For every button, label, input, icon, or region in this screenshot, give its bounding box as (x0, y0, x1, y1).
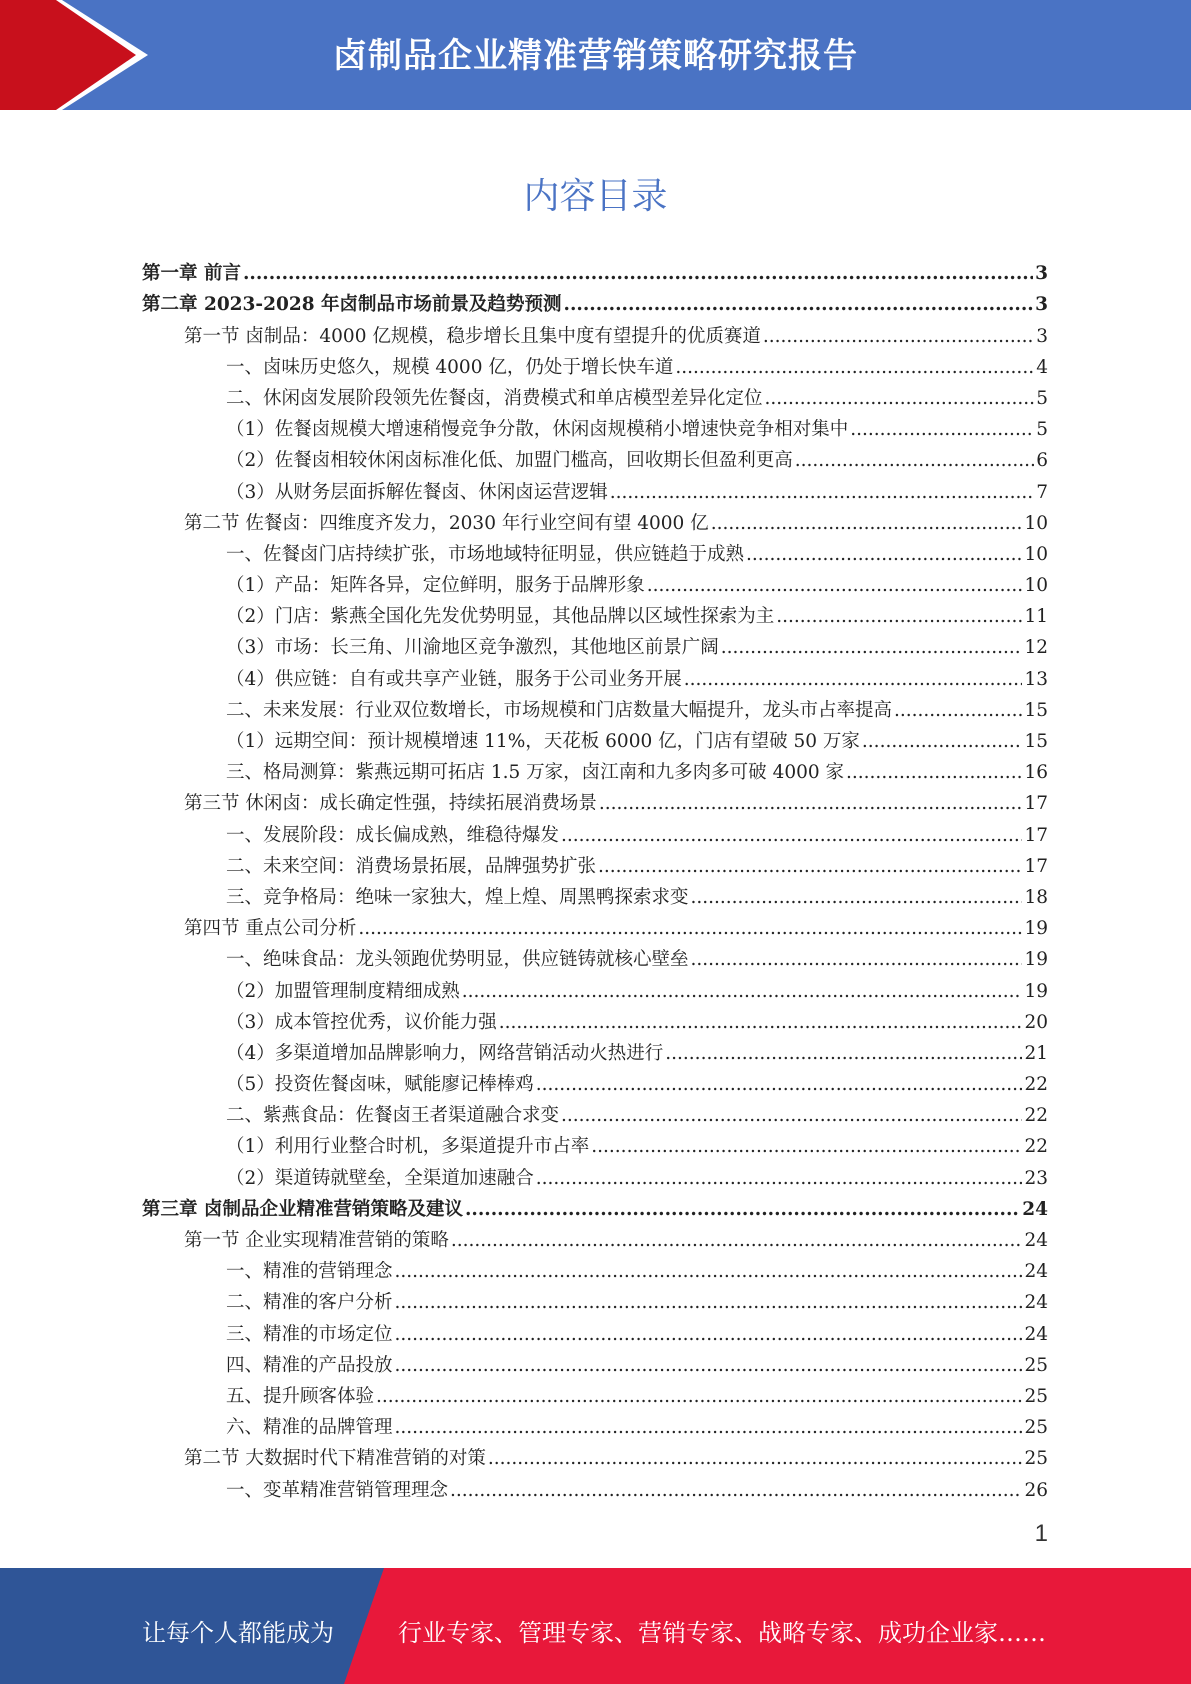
toc-entry[interactable] (142, 379, 1048, 410)
toc-entry-text: （1）利用行业整合时机，多渠道提升市占率 (226, 1136, 590, 1158)
toc-entry-text: 一、发展阶段：成长偏成熟，维稳待爆发 (226, 824, 560, 846)
toc-entry[interactable] (142, 410, 1048, 441)
toc-entry-text: （3）市场：长三角、川渝地区竞争激烈，其他地区前景广阔 (226, 637, 719, 659)
toc-entry-text: 一、变革精准营销管理理念 (226, 1479, 449, 1501)
toc-entry-text: 四、精准的产品投放 (226, 1354, 393, 1376)
toc-page-number: 11 (1024, 606, 1048, 628)
toc-dot-leader (395, 1261, 1023, 1283)
toc-entry-text: （2）佐餐卤相较休闲卤标准化低、加盟门槛高，回收期长但盈利更高 (226, 450, 793, 472)
toc-entry-text: 一、卤味历史悠久，规模 4000 亿，仍处于增长快车道 (226, 356, 674, 378)
toc-dot-leader (536, 1074, 1023, 1096)
toc-page-number: 7 (1036, 481, 1048, 503)
toc-entry-text: 二、休闲卤发展阶段领先佐餐卤，消费模式和单店模型差异化定位 (226, 387, 763, 409)
toc-entry[interactable] (142, 1158, 1048, 1189)
toc-entry[interactable] (142, 254, 1048, 285)
toc-heading: 内容目录 (523, 176, 668, 217)
toc-page-number: 21 (1024, 1042, 1048, 1064)
toc-page-number: 25 (1024, 1448, 1048, 1470)
toc-entry-text: 二、未来空间：消费场景拓展，品牌强势扩张 (226, 855, 597, 877)
toc-entry-text: 第四节 重点公司分析 (184, 918, 357, 940)
toc-entry-text: 二、未来发展：行业双位数增长，市场规模和门店数量大幅提升，龙头市占率提高 (226, 699, 893, 721)
toc-entry-text: 一、绝味食品：龙头领跑优势明显，供应链铸就核心壁垒 (226, 949, 689, 971)
toc-dot-leader (488, 1448, 1023, 1470)
toc-page-number: 19 (1024, 949, 1048, 971)
toc-dot-leader (763, 326, 1034, 348)
toc-page-number: 25 (1024, 1354, 1048, 1376)
toc-dot-leader (561, 825, 1022, 847)
toc-dot-leader (395, 1355, 1023, 1377)
toc-entry-text: 六、精准的品牌管理 (226, 1417, 393, 1439)
toc-page-number: 5 (1036, 419, 1048, 441)
toc-entry-text: （4）供应链：自有或共享产业链，服务于公司业务开展 (226, 668, 682, 690)
toc-page-number: 22 (1024, 1074, 1048, 1096)
toc-entry[interactable] (142, 472, 1048, 503)
report-title: 卤制品企业精准营销策略研究报告 (333, 36, 858, 76)
toc-dot-leader (598, 856, 1022, 878)
toc-entry[interactable] (142, 1470, 1048, 1501)
toc-entry[interactable] (142, 1314, 1048, 1345)
toc-dot-leader (395, 1417, 1023, 1439)
toc-page-number: 15 (1024, 731, 1048, 752)
toc-page-number: 19 (1024, 980, 1048, 1002)
toc-entry-text: 第一节 卤制品：4000 亿规模，稳步增长且集中度有望提升的优质赛道 (184, 325, 761, 347)
toc-entry-text: 第一章 前言 (142, 263, 241, 285)
toc-entry[interactable] (142, 566, 1048, 597)
toc-entry[interactable] (142, 722, 1048, 753)
toc-page-number: 3 (1036, 325, 1048, 347)
toc-page-number: 6 (1036, 450, 1048, 472)
toc-page-number: 17 (1024, 793, 1048, 815)
toc-entry-text: 二、精准的客户分析 (226, 1292, 393, 1314)
toc-entry-text: 第一节 企业实现精准营销的策略 (184, 1230, 449, 1251)
toc-dot-leader (684, 669, 1023, 691)
toc-page-number: 10 (1024, 543, 1048, 565)
toc-entry[interactable] (142, 535, 1048, 566)
toc-entry[interactable] (142, 1377, 1048, 1408)
toc-entry-text: 五、提升顾客体验 (226, 1385, 375, 1407)
toc-entry-text: 三、精准的市场定位 (226, 1323, 393, 1345)
toc-entry-text: 三、竞争格局：绝味一家独大，煌上煌、周黑鸭探索求变 (226, 886, 689, 908)
toc-entry[interactable] (142, 1252, 1048, 1283)
toc-dot-leader (647, 575, 1023, 597)
toc-entry[interactable] (142, 1127, 1048, 1158)
toc-entry[interactable] (142, 1283, 1048, 1314)
toc-page-number: 20 (1024, 1011, 1048, 1033)
toc-entry-text: 第二节 大数据时代下精准营销的对策 (184, 1448, 486, 1470)
toc-dot-leader (846, 762, 1022, 784)
toc-page-number: 16 (1024, 762, 1048, 784)
toc-entry-text: 一、佐餐卤门店持续扩张，市场地域特征明显，供应链趋于成熟 (226, 543, 745, 565)
toc-page-number: 10 (1024, 512, 1048, 534)
toc-dot-leader (721, 637, 1023, 659)
toc-entry-text: （2）加盟管理制度精细成熟 (226, 980, 460, 1002)
toc-dot-leader (395, 1324, 1023, 1346)
toc-entry[interactable] (142, 847, 1048, 878)
toc-entry[interactable] (142, 940, 1048, 971)
toc-entry-text: （1）远期空间：预计规模增速 11%，天花板 6000 亿，门店有望破 50 万家 (226, 731, 860, 752)
toc-dot-leader (462, 981, 1023, 1003)
toc-entry[interactable] (142, 1096, 1048, 1127)
toc-dot-leader (599, 793, 1023, 815)
table-of-contents (142, 254, 1048, 1502)
toc-page-number: 24 (1022, 1198, 1048, 1220)
toc-entry[interactable] (142, 909, 1048, 940)
toc-entry-text: 一、精准的营销理念 (226, 1261, 393, 1283)
toc-entry[interactable] (142, 1221, 1048, 1252)
toc-entry-text: （2）门店：紫燕全国化先发优势明显，其他品牌以区域性探索为主 (226, 606, 775, 628)
toc-page-number: 17 (1024, 824, 1048, 846)
toc-entry[interactable] (142, 1034, 1048, 1065)
toc-dot-leader (691, 949, 1023, 971)
toc-entry-text: 第三章 卤制品企业精准营销策略及建议 (142, 1198, 463, 1220)
toc-dot-leader (675, 357, 1034, 379)
toc-entry-text: 第二节 佐餐卤：四维度齐发力，2030 年行业空间有望 4000 亿 (184, 512, 709, 534)
toc-entry[interactable] (142, 348, 1048, 379)
toc-page-number: 19 (1024, 918, 1048, 940)
toc-entry-text: （3）成本管控优秀，议价能力强 (226, 1011, 497, 1033)
report-footer (0, 1568, 1191, 1684)
toc-dot-leader (564, 294, 1034, 316)
toc-entry[interactable] (142, 753, 1048, 784)
toc-entry[interactable] (142, 691, 1048, 722)
toc-entry-text: （5）投资佐餐卤味，赋能廖记棒棒鸡 (226, 1074, 534, 1096)
toc-dot-leader (711, 513, 1023, 535)
toc-entry[interactable] (142, 971, 1048, 1002)
toc-page-number: 4 (1036, 356, 1048, 378)
toc-entry[interactable] (142, 1190, 1048, 1221)
toc-entry-text: （3）从财务层面拆解佐餐卤、休闲卤运营逻辑 (226, 481, 608, 503)
toc-page-number: 18 (1024, 886, 1048, 908)
footer-slogan-left: 让每个人都能成为 (142, 1619, 334, 1647)
toc-entry[interactable] (142, 1346, 1048, 1377)
toc-entry[interactable] (142, 285, 1048, 316)
toc-dot-leader (691, 887, 1023, 909)
toc-page-number: 24 (1024, 1292, 1048, 1314)
toc-dot-leader (776, 606, 1022, 628)
toc-dot-leader (795, 450, 1034, 472)
toc-entry[interactable] (142, 878, 1048, 909)
toc-dot-leader (450, 1480, 1022, 1502)
toc-page-number: 26 (1024, 1479, 1048, 1501)
toc-dot-leader (395, 1292, 1023, 1314)
toc-dot-leader (561, 1105, 1022, 1127)
toc-dot-leader (591, 1136, 1022, 1158)
toc-entry[interactable] (142, 815, 1048, 846)
toc-entry[interactable] (142, 504, 1048, 535)
toc-entry[interactable] (142, 1003, 1048, 1034)
toc-dot-leader (746, 544, 1022, 566)
toc-entry[interactable] (142, 1439, 1048, 1470)
toc-entry-text: 二、紫燕食品：佐餐卤王者渠道融合求变 (226, 1105, 560, 1127)
toc-dot-leader (499, 1012, 1023, 1034)
toc-page-number: 22 (1024, 1105, 1048, 1127)
toc-entry[interactable] (142, 659, 1048, 690)
toc-entry-text: 三、格局测算：紫燕远期可拓店 1.5 万家，卤江南和九多肉多可破 4000 家 (226, 762, 845, 784)
toc-entry[interactable] (142, 784, 1048, 815)
toc-entry[interactable] (142, 1065, 1048, 1096)
toc-entry[interactable] (142, 1408, 1048, 1439)
report-header (0, 0, 1191, 110)
toc-entry-text: 第三节 休闲卤：成长确定性强，持续拓展消费场景 (184, 793, 597, 815)
toc-dot-leader (243, 263, 1033, 285)
toc-page-number: 23 (1024, 1167, 1048, 1189)
toc-entry[interactable] (142, 316, 1048, 347)
toc-entry-text: （1）产品：矩阵各异，定位鲜明，服务于品牌形象 (226, 575, 645, 597)
toc-page-number: 12 (1024, 637, 1048, 659)
footer-slogan-right: 行业专家、管理专家、营销专家、战略专家、成功企业家…… (398, 1619, 1046, 1647)
toc-dot-leader (610, 482, 1034, 504)
toc-page-number: 24 (1024, 1323, 1048, 1345)
toc-dot-leader (765, 388, 1035, 410)
toc-page-number: 24 (1024, 1261, 1048, 1283)
toc-page-number: 17 (1024, 855, 1048, 877)
toc-entry[interactable] (142, 441, 1048, 472)
toc-entry-text: （2）渠道铸就壁垒，全渠道加速融合 (226, 1167, 534, 1189)
toc-dot-leader (894, 700, 1022, 722)
toc-dot-leader (465, 1199, 1020, 1221)
page-number: 1 (1034, 1520, 1048, 1547)
toc-dot-leader (536, 1168, 1023, 1190)
toc-page-number: 5 (1036, 387, 1048, 409)
toc-page-number: 15 (1024, 699, 1048, 721)
toc-dot-leader (451, 1230, 1023, 1252)
toc-dot-leader (862, 731, 1023, 753)
toc-page-number: 3 (1035, 263, 1048, 285)
toc-entry-text: 第二章 2023-2028 年卤制品市场前景及趋势预测 (142, 294, 562, 316)
toc-entry[interactable] (142, 597, 1048, 628)
toc-dot-leader (376, 1386, 1022, 1408)
toc-entry-text: （1）佐餐卤规模大增速稍慢竞争分散，休闲卤规模稍小增速快竞争相对集中 (226, 419, 849, 441)
toc-dot-leader (665, 1043, 1022, 1065)
toc-page-number: 13 (1024, 668, 1048, 690)
toc-dot-leader (850, 419, 1034, 441)
toc-entry[interactable] (142, 628, 1048, 659)
toc-page-number: 10 (1024, 575, 1048, 597)
toc-page-number: 22 (1024, 1136, 1048, 1158)
toc-entry-text: （4）多渠道增加品牌影响力，网络营销活动火热进行 (226, 1042, 664, 1064)
toc-page-number: 25 (1024, 1385, 1048, 1407)
toc-page-number: 3 (1035, 294, 1048, 316)
toc-page-number: 25 (1024, 1417, 1048, 1439)
toc-page-number: 24 (1024, 1230, 1048, 1251)
toc-dot-leader (358, 918, 1022, 940)
